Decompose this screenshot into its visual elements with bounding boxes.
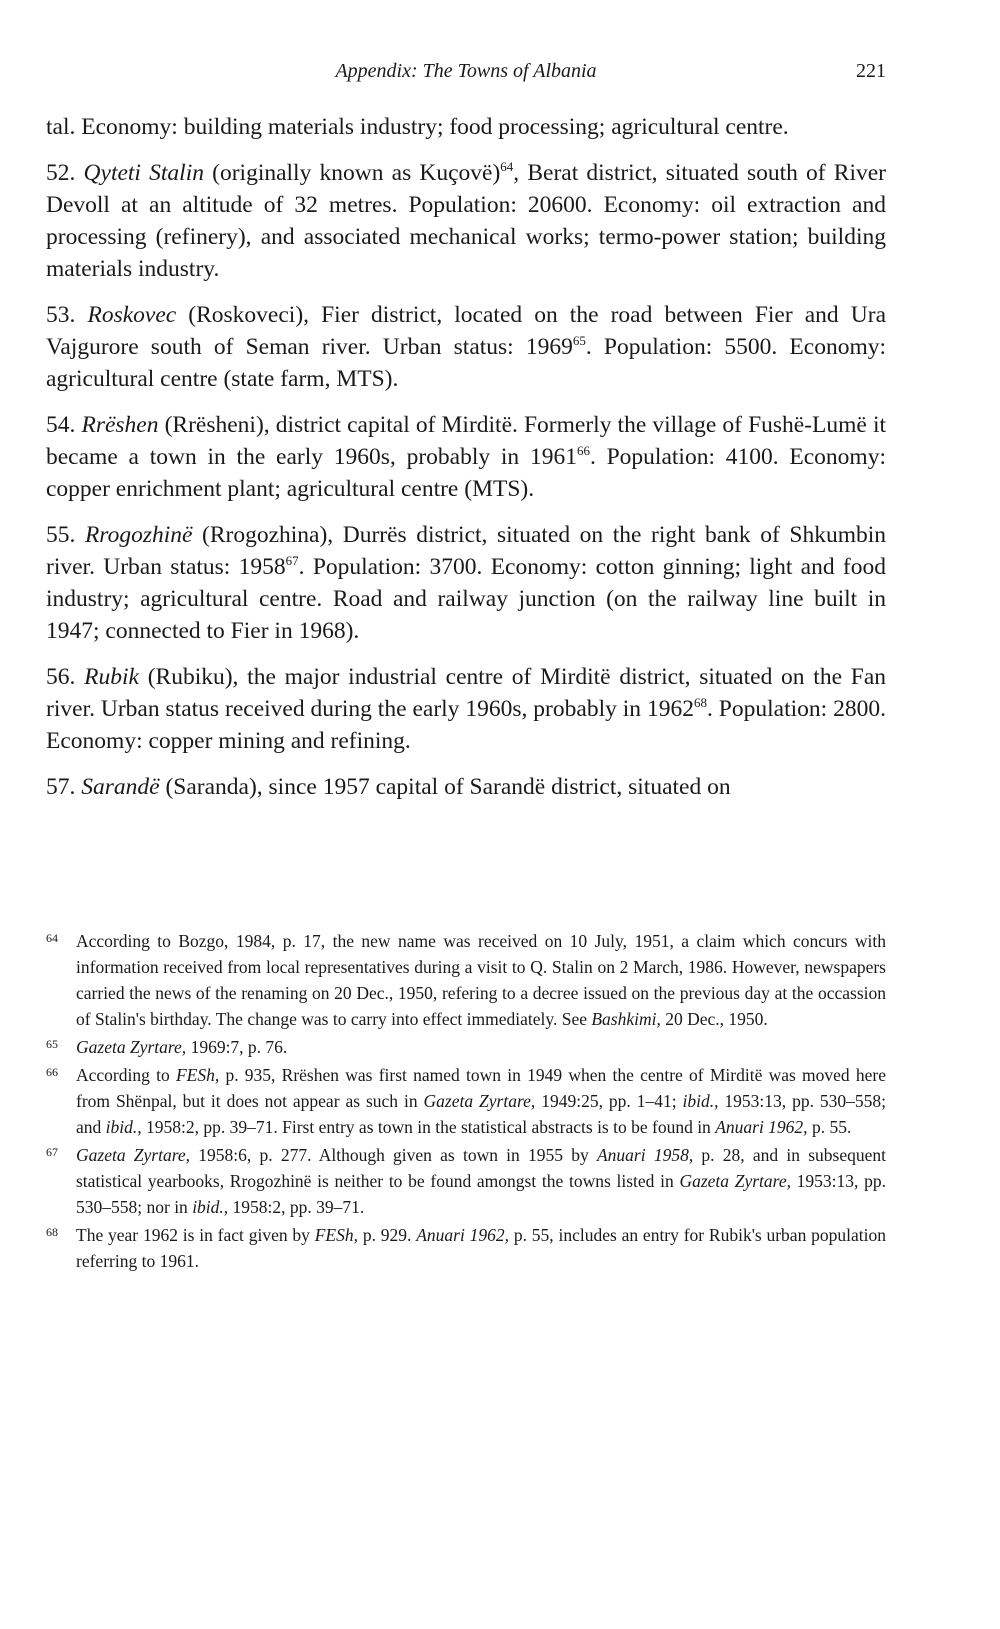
town-name: Roskovec <box>87 302 177 328</box>
footnote-text: According to <box>76 1065 176 1085</box>
paragraph-text: . Population: 5500. Economy: agricultural centre (state farm, MTS). <box>46 334 887 392</box>
citation-title: Gazeta Zyrtare, <box>679 1171 791 1191</box>
footnote-number: 68 <box>46 1225 58 1239</box>
citation-title: Anuari 1958, <box>596 1145 694 1165</box>
town-name: Sarandë <box>81 774 160 800</box>
entry-number: 56. <box>46 664 76 690</box>
paragraph-text: (Rubiku), the major industrial centre of Mirditë district, situated on the Fan river. Urban status received during the early 1960s, probably in 1962 <box>46 664 886 722</box>
running-header <box>46 60 886 90</box>
town-name: Rubik <box>84 664 139 690</box>
footnote-text: p. 929. <box>358 1225 417 1245</box>
citation-title: ibid., <box>682 1091 719 1111</box>
footnote-number: 65 <box>46 1037 58 1051</box>
paragraph-text: (originally known as Kuçovë) <box>203 160 501 186</box>
entry-paragraph <box>46 111 886 143</box>
footnote-number: 64 <box>46 931 58 945</box>
entry-paragraph <box>46 299 886 395</box>
footnote <box>46 1222 886 1274</box>
entry-paragraph <box>46 771 886 803</box>
footnote-ref: 66 <box>576 443 590 459</box>
entry-paragraph <box>46 409 886 505</box>
footnote-text: 1958:6, p. 277. Although given as town in 1955 by <box>190 1145 597 1165</box>
footnote-ref: 67 <box>285 553 299 569</box>
entry-number: 57. <box>46 774 76 800</box>
entry-number: 52. <box>46 160 76 186</box>
paragraph-text: . Population: 2800. Economy: copper mining and refining. <box>46 696 886 754</box>
page-number: 221 <box>856 60 886 82</box>
entry-paragraph <box>46 519 886 647</box>
paragraph-text: . Population: 3700. Economy: cotton ginning; light and food industry; agricultural centre. Road and railway junction (on the railway line built in 1947; connected to Fier in 1968). <box>46 554 886 644</box>
entry-number: 54. <box>46 412 76 438</box>
citation-title: FESh, <box>175 1065 220 1085</box>
paragraph-text: (Roskoveci), Fier district, located on the road between Fier and Ura Vajgurore south of Seman river. Urban status: 1969 <box>46 302 886 360</box>
citation-title: Anuari 1962, <box>416 1225 510 1245</box>
book-page <box>46 0 886 1629</box>
footnote-text: p. 55. <box>807 1117 852 1137</box>
footnote-text: 1969:7, p. 76. <box>186 1037 288 1057</box>
footnote-text: 1953:13, pp. 530–558; and <box>76 1091 887 1137</box>
citation-title: Gazeta Zyrtare, <box>76 1145 191 1165</box>
citation-title: Gazeta Zyrtare, <box>423 1091 536 1111</box>
footnote-text: 1949:25, pp. 1–41; <box>535 1091 683 1111</box>
citation-title: ibid., <box>105 1117 142 1137</box>
town-name: Rrogozhinë <box>84 522 193 548</box>
footnote-text: According to Bozgo, 1984, p. 17, the new name was received on 10 July, 1951, a claim which concurs with information received from local representatives during a visit to Q. Stalin on 2 March, 1986. However, newspapers carried the news of the renaming on 20 Dec., 1950, refering to a decree issued on the previous day at the occassion of Stalin's birthday. The change was to carry into effect immediately. See <box>76 931 886 1029</box>
paragraph-text: tal. Economy: building materials industry; food processing; agricultural centre. <box>46 114 789 140</box>
footnote-text: 1953:13, pp. 530–558; nor in <box>76 1171 886 1217</box>
footnote-text: The year 1962 is in fact given by <box>76 1225 315 1245</box>
footnote-number: 66 <box>46 1065 58 1079</box>
footnote-text: p. 55, includes an entry for Rubik's urban population referring to 1961. <box>76 1225 886 1271</box>
footnote <box>46 1062 886 1140</box>
paragraph-text: (Rrogozhina), Durrës district, situated on the right bank of Shkumbin river. Urban status: 1958 <box>46 522 887 580</box>
paragraph-text: . Population: 4100. Economy: copper enrichment plant; agricultural centre (MTS). <box>46 444 886 502</box>
footnote-text: p. 935, Rrëshen was first named town in 1949 when the centre of Mirditë was moved here from Shënpal, but it does not appear as such in <box>76 1065 887 1111</box>
running-title: Appendix: The Towns of Albania <box>335 60 597 82</box>
town-name: Qyteti Stalin <box>83 160 204 186</box>
entry-number: 55. <box>46 522 76 548</box>
citation-title: Anuari 1962, <box>715 1117 808 1137</box>
footnotes <box>46 928 886 1276</box>
footnote-text: 1958:2, pp. 39–71. <box>228 1197 365 1217</box>
footnote <box>46 1142 886 1220</box>
citation-title: FESh, <box>314 1225 358 1245</box>
paragraph-text: (Saranda), since 1957 capital of Sarandë district, situated on <box>159 774 731 800</box>
town-name: Rrëshen <box>81 412 159 438</box>
footnote-number: 67 <box>46 1145 58 1159</box>
paragraph-text: (Rrësheni), district capital of Mirditë. Formerly the village of Fushë-Lumë it became a town in the early 1960s, probably in 1961 <box>46 412 887 470</box>
entry-number: 53. <box>46 302 76 328</box>
main-text <box>46 111 886 817</box>
footnote <box>46 928 886 1032</box>
footnote-text: p. 28, and in subsequent statistical yearbooks, Rrogozhinë is neither to be found amongst the towns listed in <box>76 1145 886 1191</box>
citation-title: Gazeta Zyrtare, <box>76 1037 187 1057</box>
footnote <box>46 1034 886 1060</box>
citation-title: Bashkimi, <box>591 1009 661 1029</box>
footnote-ref: 68 <box>694 695 707 711</box>
footnote-ref: 64 <box>500 159 514 175</box>
footnote-text: 20 Dec., 1950. <box>660 1009 768 1029</box>
entry-paragraph <box>46 157 886 285</box>
footnote-text: 1958:2, pp. 39–71. First entry as town in the statistical abstracts is to be found in <box>141 1117 716 1137</box>
paragraph-text: , Berat district, situated south of River Devoll at an altitude of 32 metres. Population: 20600. Economy: oil extraction and processing (refinery), and associated mechanical works; termo-power station; building materials industry. <box>46 160 886 282</box>
entry-paragraph <box>46 661 886 757</box>
citation-title: ibid., <box>192 1197 229 1217</box>
footnote-ref: 65 <box>572 333 586 349</box>
